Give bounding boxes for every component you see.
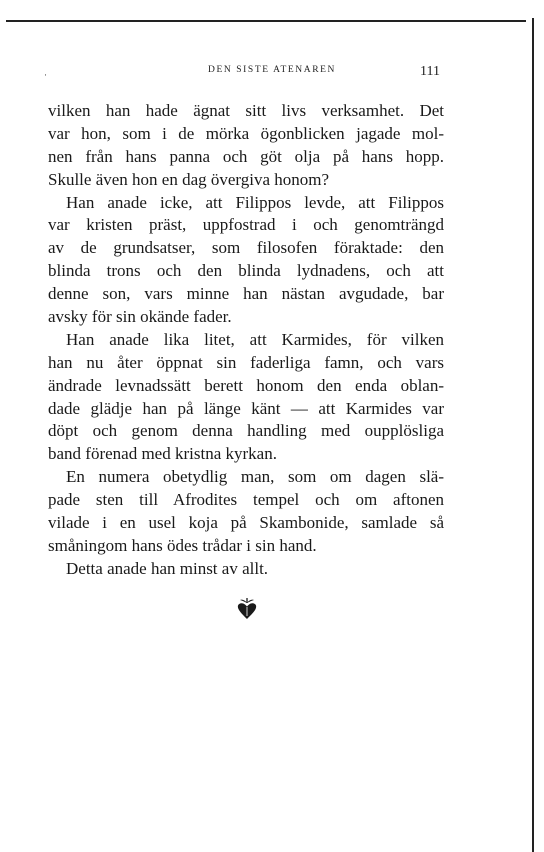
text-line: En numera obetydlig man, som om dagen slä- [66, 467, 444, 487]
running-title: DEN SISTE ATENAREN [207, 65, 337, 75]
text-line: småningom hans ödes trådar i sin hand. [48, 535, 317, 555]
text-line: band förenad med kristna kyrkan. [48, 444, 277, 464]
page-number: 111 [420, 64, 440, 79]
text-line: han nu åter öppnat sin faderliga famn, och vars [48, 352, 444, 372]
text-line: Han anade icke, att Filippos levde, att Filippos [66, 192, 444, 212]
body-text [48, 100, 444, 581]
page-edge-rule [532, 18, 534, 852]
text-line: denne son, vars minne han nästan avgudade, bar [48, 284, 444, 304]
top-rule [6, 20, 526, 22]
text-line: Detta anade han minst av allt. [66, 558, 269, 578]
text-line: var hon, som i de mörka ögonblicken jagade mol- [48, 123, 444, 143]
text-line: av de grundsatser, som filosofen föraktade: den [48, 238, 444, 258]
text-line: Han anade lika litet, att Karmides, för vilken [66, 329, 444, 349]
text-line: blinda trons och den blinda lydnadens, och att [48, 261, 444, 281]
text-line: pade sten till Afrodites tempel och om aftonen [48, 490, 444, 510]
text-line: Skulle även hon en dag övergiva honom? [48, 169, 330, 189]
leaf-heart-fleuron-icon [235, 594, 259, 620]
text-line: nen från hans panna och göt olja på hans hopp. [48, 146, 444, 166]
text-line: vilken han hade ägnat sitt livs verksamhet. Det [48, 101, 444, 120]
text-line: var kristen präst, uppfostrad i och genomträngd [48, 215, 444, 235]
text-line: döpt och genom denna handling med oupplösliga [48, 421, 444, 441]
text-line: vilade i en usel koja på Skambonide, samlade så [48, 513, 444, 533]
text-line: ändrade levnadssätt berett honom den enda oblan- [48, 375, 444, 395]
text-line: avsky för sin okände fader. [48, 307, 232, 327]
margin-mark: · [44, 70, 47, 80]
text-line: dade glädje han på länge känt — att Karmides var [48, 398, 444, 418]
